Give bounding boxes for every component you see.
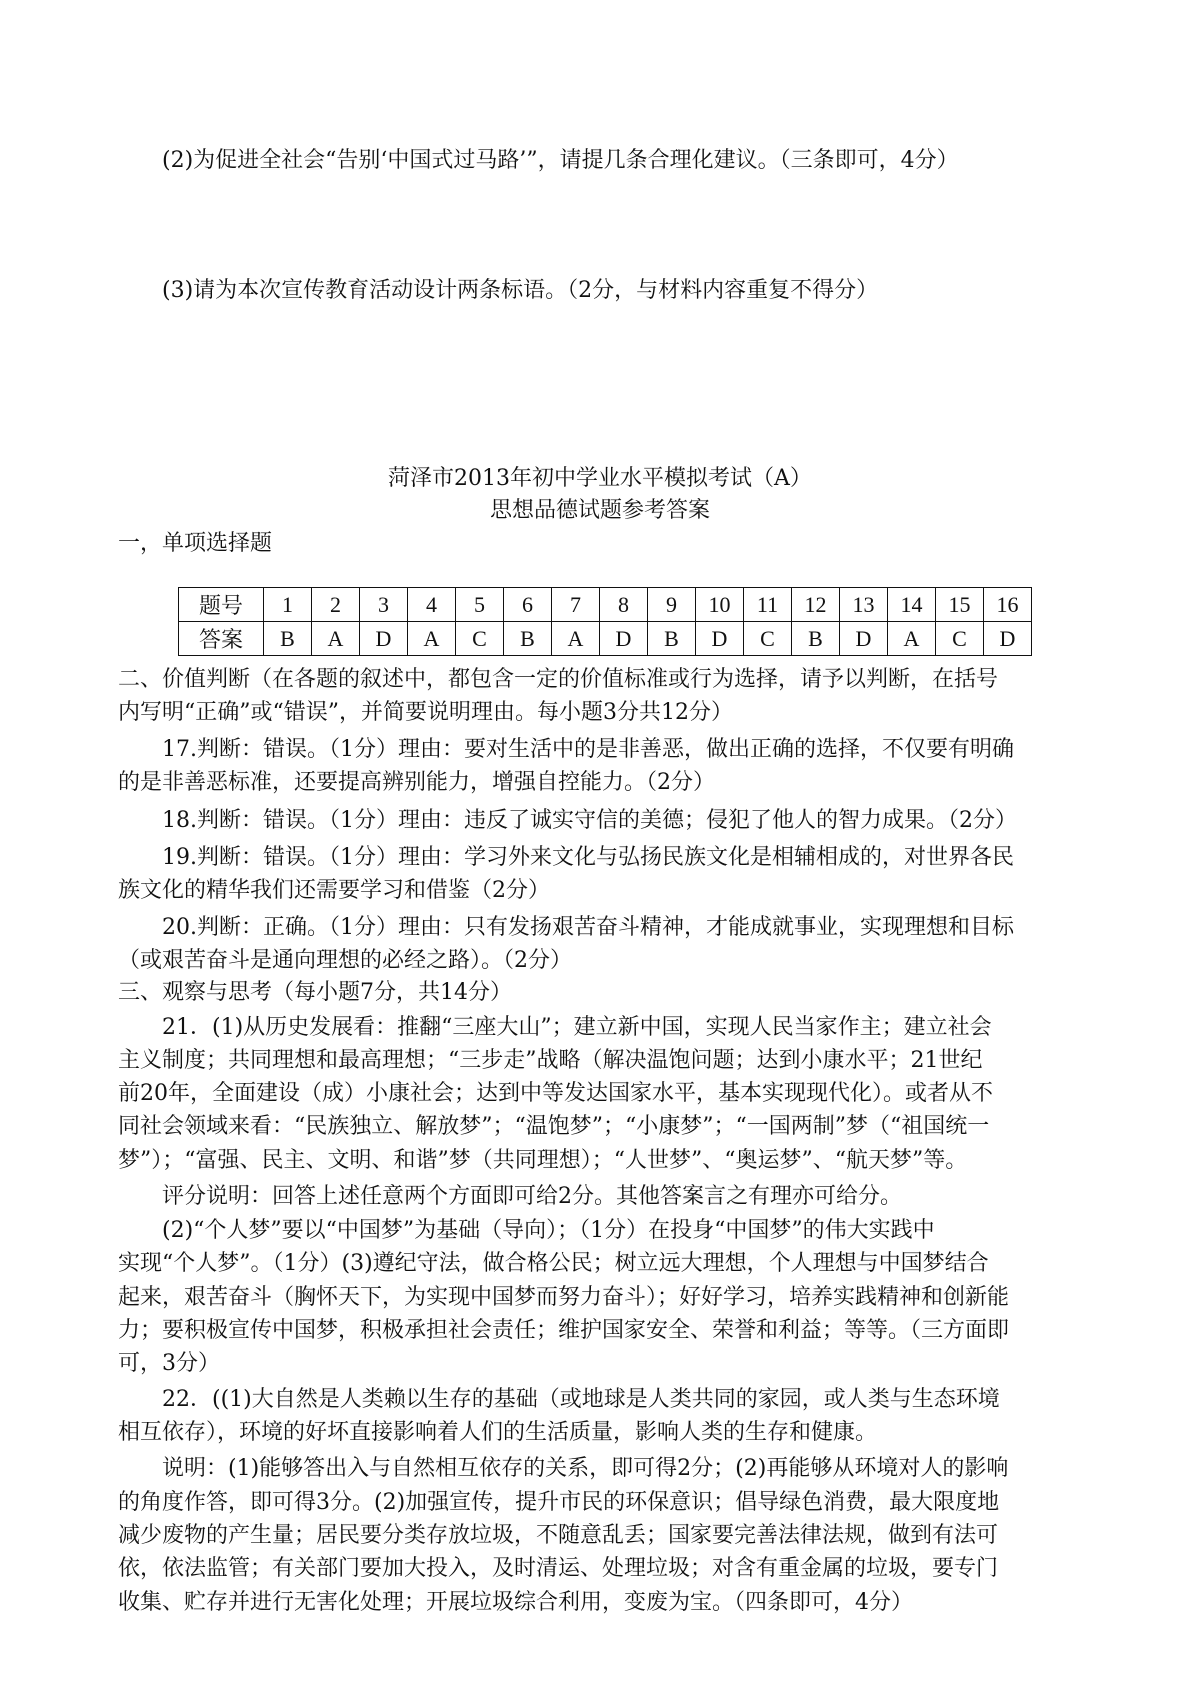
row-label-number: 题号 xyxy=(179,588,264,622)
answer-cell: B xyxy=(264,622,312,656)
answer-text-line: 三、观察与思考（每小题7分，共14分） xyxy=(118,980,512,1005)
answer-text-line: 实现“个人梦”。（1分）(3)遵纪守法，做合格公民；树立远大理想，个人理想与中国梦结合 xyxy=(118,1251,989,1276)
answer-text-line: 的角度作答，即可得3分。(2)加强宣传，提升市民的环保意识；倡导绿色消费，最大限度地 xyxy=(118,1490,1000,1515)
question-3: (3)请为本次宣传教育活动设计两条标语。（2分，与材料内容重复不得分） xyxy=(162,278,879,303)
answer-text-line: 内写明“正确”或“错误”，并简要说明理由。每小题3分共12分） xyxy=(118,700,733,725)
answer-text-line: 说明：(1)能够答出入与自然相互依存的关系，即可得2分；(2)再能够从环境对人的影响 xyxy=(162,1456,1009,1481)
question-number-cell: 8 xyxy=(600,588,648,622)
question-number-cell: 15 xyxy=(936,588,984,622)
answer-text-line: 力；要积极宣传中国梦，积极承担社会责任；维护国家安全、荣誉和利益；等等。（三方面即 xyxy=(118,1318,1010,1343)
answer-text-line: 可，3分） xyxy=(118,1351,220,1376)
row-label-answer: 答案 xyxy=(179,622,264,656)
answer-table-number-row xyxy=(179,588,1032,622)
answer-cell: A xyxy=(312,622,360,656)
answer-cell: B xyxy=(792,622,840,656)
question-number-cell: 3 xyxy=(360,588,408,622)
answer-cell: D xyxy=(840,622,888,656)
answer-key-subtitle: 思想品德试题参考答案 xyxy=(489,498,710,523)
question-number-cell: 6 xyxy=(504,588,552,622)
answer-text-line: 同社会领域来看：“民族独立、解放梦”；“温饱梦”；“小康梦”；“一国两制”梦（“祖国统一 xyxy=(118,1114,990,1139)
question-number-cell: 14 xyxy=(888,588,936,622)
question-number-cell: 12 xyxy=(792,588,840,622)
answer-cell: D xyxy=(360,622,408,656)
answer-cell: C xyxy=(936,622,984,656)
question-number-cell: 11 xyxy=(744,588,792,622)
answer-text-line: 的是非善恶标准，还要提高辨别能力，增强自控能力。（2分） xyxy=(118,770,715,795)
answer-cell: A xyxy=(552,622,600,656)
answer-text-line: 评分说明：回答上述任意两个方面即可给2分。其他答案言之有理亦可给分。 xyxy=(162,1184,902,1209)
answer-text-line: 二、价值判断（在各题的叙述中，都包含一定的价值标准或行为选择，请予以判断，在括号 xyxy=(118,667,999,692)
answer-text-line: 18.判断：错误。（1分）理由：违反了诚实守信的美德；侵犯了他人的智力成果。（2分） xyxy=(162,808,1017,833)
answer-text-line: 20.判断：正确。（1分）理由：只有发扬艰苦奋斗精神，才能成就事业，实现理想和目标 xyxy=(162,915,1014,940)
question-number-cell: 13 xyxy=(840,588,888,622)
answer-text-line: 22．((1)大自然是人类赖以生存的基础（或地球是人类共同的家园，或人类与生态环境 xyxy=(162,1387,1000,1412)
answer-text-line: (2)“个人梦”要以“中国梦”为基础（导向）；（1分）在投身“中国梦”的伟大实践中 xyxy=(162,1218,935,1243)
answer-cell: D xyxy=(696,622,744,656)
section-1-heading: 一，单项选择题 xyxy=(118,531,273,556)
answer-text-line: 族文化的精华我们还需要学习和借鉴（2分） xyxy=(118,878,550,903)
answer-text-line: 17.判断：错误。（1分）理由：要对生活中的是非善恶，做出正确的选择，不仅要有明确 xyxy=(162,737,1014,762)
answer-table-answer-row xyxy=(179,622,1032,656)
answer-cell: C xyxy=(744,622,792,656)
answer-key-title: 菏泽市2013年初中学业水平模拟考试（A） xyxy=(388,466,812,491)
question-number-cell: 4 xyxy=(408,588,456,622)
answer-cell: B xyxy=(648,622,696,656)
question-2: (2)为促进全社会“告别‘中国式过马路’”，请提几条合理化建议。（三条即可，4分） xyxy=(162,148,959,173)
question-number-cell: 16 xyxy=(984,588,1032,622)
question-number-cell: 7 xyxy=(552,588,600,622)
answer-cell: D xyxy=(984,622,1032,656)
answer-cell: D xyxy=(600,622,648,656)
answer-text-line: 梦”）；“富强、民主、文明、和谐”梦（共同理想）；“人世梦”、“奥运梦”、“航天梦”等。 xyxy=(118,1148,968,1173)
answer-text-line: 减少废物的产生量；居民要分类存放垃圾，不随意乱丢；国家要完善法律法规，做到有法可 xyxy=(118,1523,999,1548)
answer-cell: B xyxy=(504,622,552,656)
question-number-cell: 10 xyxy=(696,588,744,622)
answer-text-line: （或艰苦奋斗是通向理想的必经之路）。（2分） xyxy=(118,948,572,973)
answer-text-line: 相互依存），环境的好坏直接影响着人们的生活质量，影响人类的生存和健康。 xyxy=(118,1420,878,1445)
answer-text-line: 前20年，全面建设（成）小康社会；达到中等发达国家水平，基本实现现代化）。或者从不 xyxy=(118,1081,993,1106)
answer-text-line: 19.判断：错误。（1分）理由：学习外来文化与弘扬民族文化是相辅相成的，对世界各民 xyxy=(162,845,1014,870)
answer-text-line: 依，依法监管；有关部门要加大投入，及时清运、处理垃圾；对含有重金属的垃圾，要专门 xyxy=(118,1556,999,1581)
question-number-cell: 1 xyxy=(264,588,312,622)
answer-text-line: 起来，艰苦奋斗（胸怀天下，为实现中国梦而努力奋斗）；好好学习，培养实践精神和创新能 xyxy=(118,1285,1010,1310)
answer-text-line: 21．(1)从历史发展看：推翻“三座大山”；建立新中国，实现人民当家作主；建立社会 xyxy=(162,1015,992,1040)
answer-cell: C xyxy=(456,622,504,656)
answer-cell: A xyxy=(408,622,456,656)
answer-table xyxy=(178,587,1032,656)
question-number-cell: 5 xyxy=(456,588,504,622)
answer-text-line: 收集、贮存并进行无害化处理；开展垃圾综合利用，变废为宝。（四条即可，4分） xyxy=(118,1590,913,1615)
question-number-cell: 9 xyxy=(648,588,696,622)
answer-text-line: 主义制度；共同理想和最高理想；“三步走”战略（解决温饱问题；达到小康水平；21世纪 xyxy=(118,1048,983,1073)
question-number-cell: 2 xyxy=(312,588,360,622)
answer-cell: A xyxy=(888,622,936,656)
